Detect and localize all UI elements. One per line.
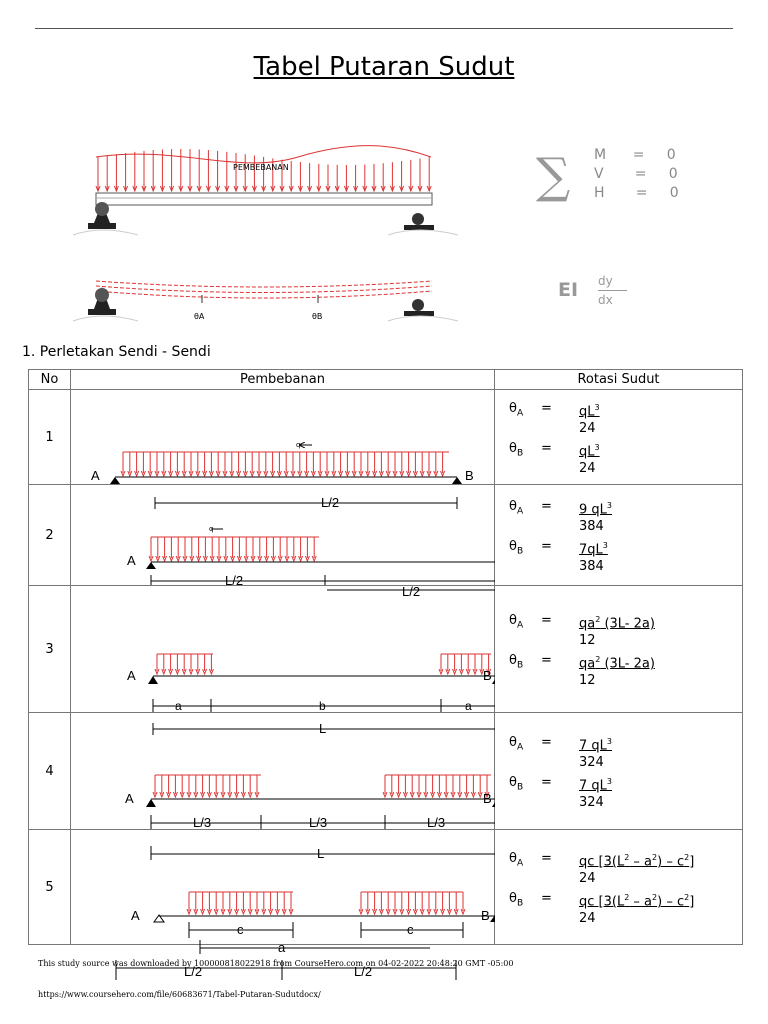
row-number: 4 [29, 713, 71, 830]
row-number: 5 [29, 830, 71, 945]
loading-diagram [71, 830, 495, 945]
svg-text:q: q [209, 525, 214, 533]
top-rule [35, 28, 733, 29]
loading-diagram [71, 586, 495, 713]
equilibrium-equations [594, 146, 679, 203]
svg-text:A: A [131, 908, 140, 923]
row-number: 2 [29, 485, 71, 586]
svg-text:L/3: L/3 [427, 815, 446, 829]
ei-label: EI [558, 279, 579, 301]
svg-text:L/3: L/3 [193, 815, 212, 829]
svg-text:b: b [319, 699, 326, 712]
svg-text:A: A [91, 468, 100, 483]
eq-v: V = 0 [594, 166, 678, 182]
svg-text:L/2: L/2 [321, 495, 340, 510]
svg-text:L/2: L/2 [184, 964, 203, 979]
rotation-cell: $\theta_A$ = $\frac{9 qL^3}{384}$ $\theta_B$ = $\frac{7qL^3}{384}$ [495, 485, 743, 586]
svg-text:θA: θA [194, 312, 205, 321]
svg-text:L: L [319, 721, 327, 736]
row5-extra-dimensions [110, 936, 470, 980]
header-no: No [29, 370, 71, 390]
table-row [29, 586, 743, 713]
loading-diagram [71, 390, 495, 485]
svg-text:B: B [465, 468, 474, 483]
svg-text:a: a [278, 940, 286, 955]
svg-text:L: L [317, 846, 325, 861]
source-url[interactable]: https://www.coursehero.com/file/60683671/Tabel-Putaran-Sudutdocx/ [38, 990, 321, 999]
svg-text:L/2: L/2 [354, 964, 373, 979]
svg-text:θB: θB [312, 312, 323, 321]
svg-text:L/3: L/3 [309, 815, 328, 829]
rotation-cell: $\theta_A$ = $\frac{7 qL^3}{324}$ $\theta_B$ = $\frac{7 qL^3}{324}$ [495, 713, 743, 830]
svg-text:PEMBEBANAN: PEMBEBANAN [233, 163, 289, 172]
svg-text:A: A [125, 791, 134, 806]
table-row [29, 390, 743, 485]
svg-text:B: B [481, 908, 490, 923]
row-number: 1 [29, 390, 71, 485]
rotation-cell: $\theta_A$ = $\frac{qa^2 (3L- 2a)}{12}$ $\theta_B$ = $\frac{qa^2 (3L- 2a)}{12}$ [495, 586, 743, 713]
loading-diagram [71, 713, 495, 830]
svg-text:B: B [483, 791, 492, 806]
rotation-cell: $\theta_A$ = $\frac{qL^3}{24}$ $\theta_B$ = $\frac{qL^3}{24}$ [495, 390, 743, 485]
svg-text:L/2: L/2 [225, 573, 244, 585]
page-title: Tabel Putaran Sudut [253, 52, 515, 82]
header-pembebanan: Pembebanan [71, 370, 495, 390]
beam-loading-illustration [68, 135, 468, 335]
rotation-table [28, 369, 743, 945]
table-row [29, 830, 743, 945]
rotation-cell: $\theta_A$ = $\frac{qc [3(L^2 - a^2) - c^2]}{24}$ $\theta_B$ = $\frac{qc [3(L^2 - a^2) - c^2]}{24}$ [495, 830, 743, 945]
svg-text:c: c [237, 922, 244, 937]
sigma-icon: ∑ [536, 148, 571, 204]
table-row [29, 485, 743, 586]
section-title: 1. Perletakan Sendi - Sendi [22, 344, 211, 360]
loading-diagram [71, 485, 495, 586]
svg-text:L/2: L/2 [402, 586, 421, 599]
eq-m: M = 0 [594, 147, 676, 163]
svg-text:B: B [483, 668, 492, 683]
eq-h: H = 0 [594, 185, 679, 201]
header-rotasi: Rotasi Sudut [495, 370, 743, 390]
dy-dx-fraction: dy dx [598, 272, 627, 309]
svg-text:c: c [407, 922, 414, 937]
source-footer: This study source was downloaded by 100000818022918 from CourseHero.com on 04-02-2022 20:48:20 GMT -05:00 [38, 959, 514, 968]
svg-text:a: a [175, 699, 182, 712]
svg-text:A: A [127, 553, 136, 568]
table-row [29, 713, 743, 830]
svg-text:A: A [127, 668, 136, 683]
row-number: 3 [29, 586, 71, 713]
svg-text:q: q [296, 441, 301, 449]
svg-text:a: a [465, 699, 472, 712]
